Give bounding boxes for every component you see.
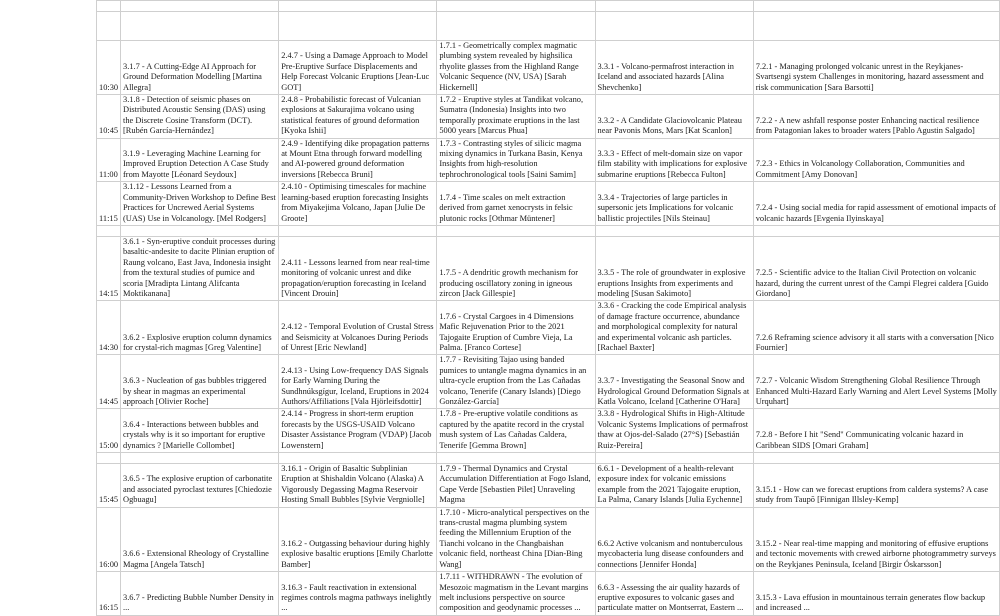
session-talk-cell: 3.6.3 - Nucleation of gas bubbles triggered by shear in magmas an experimental approach [Olivier Roche] — [121, 355, 279, 409]
session-talk-cell — [437, 453, 595, 464]
schedule-row — [97, 236, 1000, 300]
session-talk-cell: 3.3.2 - A Candidate Glaciovolcanic Plateau near Pavonis Mons, Mars [Kat Scanlon] — [595, 95, 753, 139]
spacer-row — [97, 453, 1000, 464]
session-talk-cell — [753, 225, 999, 236]
spacer-row — [97, 225, 1000, 236]
time-cell: 14:30 — [97, 301, 121, 355]
time-cell: 14:45 — [97, 355, 121, 409]
schedule-row — [97, 41, 1000, 95]
session-talk-cell: 2.4.7 - Using a Damage Approach to Model Pre-Eruptive Surface Displacements and Help Forecast Volcanic Eruptions [Jean-Luc GOT] — [279, 41, 437, 95]
session-talk-cell: 7.2.7 - Volcanic Wisdom Strengthening Global Resilience Through Enhanced Multi-Hazard Early Warning and Alert Level Systems [Molly Urquhart] — [753, 355, 999, 409]
session-talk-cell — [121, 1, 279, 12]
schedule-table — [96, 0, 1000, 616]
session-talk-cell: 3.1.9 - Leveraging Machine Learning for Improved Eruption Detection A Case Study from Mayotte [Léonard Seydoux] — [121, 138, 279, 182]
session-talk-cell — [121, 453, 279, 464]
session-talk-cell — [437, 1, 595, 12]
schedule-row — [97, 355, 1000, 409]
time-cell: 10:45 — [97, 95, 121, 139]
session-talk-cell: 3.3.3 - Effect of melt-domain size on vapor film stability with implications for explosive submarine eruptions [Rebecca Fulton] — [595, 138, 753, 182]
session-talk-cell: 7.2.4 - Using social media for rapid assessment of emotional impacts of volcanic hazards [Evgenia Ilyinskaya] — [753, 182, 999, 226]
session-talk-cell: 1.7.11 - WITHDRAWN - The evolution of Mesozoic magmatism in the Levant margins melt inclusions perspective on source composition and geodynamic processes ... — [437, 572, 595, 616]
session-talk-cell — [437, 12, 595, 41]
session-talk-cell: 2.4.10 - Optimising timescales for machine learning-based eruption forecasting Insights from Miyakejima Volcano, Japan [Julie De Groote] — [279, 182, 437, 226]
session-talk-cell: 7.2.8 - Before I hit "Send" Communicating volcanic hazard in Caribbean SIDS [Omari Graham] — [753, 409, 999, 453]
time-cell: 15:45 — [97, 464, 121, 508]
session-talk-cell: 3.3.5 - The role of groundwater in explosive eruptions Insights from experiments and modeling [Susan Sakimoto] — [595, 236, 753, 300]
session-talk-cell: 7.2.1 - Managing prolonged volcanic unrest in the Reykjanes-Svartsengi system Challenges in monitoring, hazard assessment and risk communication [Sara Barsotti] — [753, 41, 999, 95]
session-talk-cell: 3.6.1 - Syn-eruptive conduit processes during basaltic-andesite to dacite Plinian eruption of Raung volcano, East Java, Indonesia insight from the textural studies of pumice and scoria [Mradipta Lintang Alifcanta Moktikanana] — [121, 236, 279, 300]
schedule-row — [97, 572, 1000, 616]
session-talk-cell: 3.6.6 - Extensional Rheology of Crystalline Magma [Angela Tatsch] — [121, 507, 279, 571]
session-talk-cell — [595, 453, 753, 464]
session-talk-cell: 1.7.1 - Geometrically complex magmatic plumbing system revealed by highsilica rhyolite glasses from the Highland Range Volcanic Sequence (NV, USA) [Sarah Hickernell] — [437, 41, 595, 95]
time-cell — [97, 1, 121, 12]
session-talk-cell: 3.3.8 - Hydrological Shifts in High-Altitude Volcanic Systems Implications of permafrost thaw at Ojos-del-Salado (27°S) [Sebastián Ruiz-Pereira] — [595, 409, 753, 453]
session-talk-cell — [753, 12, 999, 41]
session-talk-cell: 1.7.4 - Time scales on melt extraction derived from garnet xenocrysts in felsic plutonic rocks [Othmar Müntener] — [437, 182, 595, 226]
session-talk-cell: 7.2.3 - Ethics in Volcanology Collaboration, Communities and Commitment [Amy Donovan] — [753, 138, 999, 182]
schedule-body — [97, 1, 1000, 616]
session-talk-cell: 1.7.3 - Contrasting styles of silicic magma mixing dynamics in Turkana Basin, Kenya Insights from high-resolution tephrochronological tools [Saini Samim] — [437, 138, 595, 182]
schedule-row — [97, 507, 1000, 571]
spacer-row — [97, 1, 1000, 12]
session-talk-cell: 1.7.7 - Revisiting Tajao using banded pumices to untangle magma dynamics in an ultra-cycle eruption from the Las Cañadas volcano, Tenerife (Canary Islands) [Diego González-García] — [437, 355, 595, 409]
session-talk-cell: 2.4.13 - Using Low-frequency DAS Signals for Early Warning During the Sundhnúksgígur, Iceland, Eruptions in 2024 Authors/Affiliations [Vala Hjörleifsdottir] — [279, 355, 437, 409]
session-talk-cell: 3.6.5 - The explosive eruption of carbonatite and associated pyroclast textures [Chiedozie Ogbuagu] — [121, 464, 279, 508]
session-talk-cell: 7.2.6 Reframing science advisory it all starts with a conversation [Nico Fournier] — [753, 301, 999, 355]
session-talk-cell: 3.3.4 - Trajectories of large particles in supersonic jets Implications for volcanic ballistic projectiles [Nils Steinau] — [595, 182, 753, 226]
session-talk-cell: 1.7.6 - Crystal Cargoes in 4 Dimensions Mafic Rejuvenation Prior to the 2021 Tajogaite Eruption of Cumbre Vieja, La Palma. [Franco Cortese] — [437, 301, 595, 355]
session-talk-cell: 6.6.3 - Assessing the air quality hazards of eruptive exposures to volcanic gases and particulate matter on Montserrat, Eastern ... — [595, 572, 753, 616]
schedule-row — [97, 301, 1000, 355]
session-talk-cell: 3.6.4 - Interactions between bubbles and crystals why is it so important for eruptive dynamics ? [Marielle Collombet] — [121, 409, 279, 453]
session-talk-cell: 3.3.7 - Investigating the Seasonal Snow and Hydrological Ground Deformation Signals at Katla Volcano, Iceland [Catherine O'Hara] — [595, 355, 753, 409]
session-talk-cell: 2.4.9 - Identifying dike propagation patterns at Mount Etna through forward modelling and AI-powered ground deformation inversions [Rebecca Bruni] — [279, 138, 437, 182]
session-talk-cell — [753, 453, 999, 464]
session-talk-cell: 3.15.3 - Lava effusion in mountainous terrain generates flow backup and increased ... — [753, 572, 999, 616]
time-cell: 15:00 — [97, 409, 121, 453]
session-talk-cell: 3.16.1 - Origin of Basaltic Subplinian Eruption at Shishaldin Volcano (Alaska) A Vigorously Degassing Magma Reservoir Hosting Small Bubbles [Sylvie Vergniolle] — [279, 464, 437, 508]
session-talk-cell — [121, 225, 279, 236]
session-talk-cell — [279, 12, 437, 41]
session-talk-cell — [595, 225, 753, 236]
session-talk-cell: 1.7.9 - Thermal Dynamics and Crystal Accumulation Differentiation at Fogo Island, Cape Verde [Sebastien Pilet] Unraveling Magma — [437, 464, 595, 508]
session-talk-cell: 2.4.8 - Probabilistic forecast of Vulcanian explosions at Sakurajima volcano using statistical features of ground deformation [Kyoka Ishii] — [279, 95, 437, 139]
time-cell — [97, 225, 121, 236]
session-talk-cell: 7.2.2 - A new ashfall response poster Enhancing nactical resilience from Patagonian lakes to broader waters [Pablo Agustin Salgado] — [753, 95, 999, 139]
session-talk-cell: 3.1.12 - Lessons Learned from a Community-Driven Workshop to Define Best Practices for Uncrewed Aerial Systems (UAS) Use in Volcanology. [Mel Rodgers] — [121, 182, 279, 226]
session-talk-cell: 1.7.2 - Eruptive styles at Tandikat volcano, Sumatra (Indonesia) Insights into two temporally proximate eruptions in the last 5000 years [Marcus Phua] — [437, 95, 595, 139]
time-cell — [97, 453, 121, 464]
time-cell: 11:00 — [97, 138, 121, 182]
session-talk-cell — [121, 12, 279, 41]
schedule-row — [97, 464, 1000, 508]
session-talk-cell: 1.7.8 - Pre-eruptive volatile conditions as captured by the apatite record in the crystal mush system of Las Cañadas Caldera, Tenerife [Gemma Brown] — [437, 409, 595, 453]
schedule-row — [97, 138, 1000, 182]
session-talk-cell: 3.3.1 - Volcano-permafrost interaction in Iceland and associated hazards [Alina Shevchenko] — [595, 41, 753, 95]
session-talk-cell: 2.4.14 - Progress in short-term eruption forecasts by the USGS-USAID Volcano Disaster Assistance Program (VDAP) [Jacob Lowenstern] — [279, 409, 437, 453]
session-talk-cell: 6.6.1 - Development of a health-relevant exposure index for volcanic emissions example from the 2021 Tajogaite eruption, La Palma, Canary Islands [Julia Eychenne] — [595, 464, 753, 508]
session-talk-cell: 2.4.12 - Temporal Evolution of Crustal Stress and Seismicity at Volcanoes During Periods of Unrest [Eric Newland] — [279, 301, 437, 355]
session-talk-cell: 7.2.5 - Scientific advice to the Italian Civil Protection on volcanic hazard, during the current unrest of the Campi Flegrei caldera [Guido Giordano] — [753, 236, 999, 300]
session-talk-cell — [595, 1, 753, 12]
schedule-row — [97, 12, 1000, 41]
session-talk-cell — [437, 225, 595, 236]
session-talk-cell: 3.15.2 - Near real-time mapping and monitoring of effusive eruptions and tectonic movements with crewed airborne photogrammetry surveys on the Reykjanes Peninsula, Iceland [Birgir Óskarsson] — [753, 507, 999, 571]
session-talk-cell: 3.1.7 - A Cutting-Edge AI Approach for Ground Deformation Modelling [Martina Allegra] — [121, 41, 279, 95]
session-talk-cell: 3.15.1 - How can we forecast eruptions from caldera systems? A case study from Taupō [Finnigan Illsley-Kemp] — [753, 464, 999, 508]
time-cell — [97, 12, 121, 41]
session-talk-cell — [279, 1, 437, 12]
session-talk-cell — [279, 453, 437, 464]
time-cell: 14:15 — [97, 236, 121, 300]
session-talk-cell: 6.6.2 Active volcanism and nontuberculous mycobacteria lung disease confounders and connections [Jennifer Honda] — [595, 507, 753, 571]
schedule-row — [97, 182, 1000, 226]
time-cell: 16:15 — [97, 572, 121, 616]
time-cell: 16:00 — [97, 507, 121, 571]
session-talk-cell: 3.3.6 - Cracking the code Empirical analysis of damage fracture occurrence, abundance and morphological complexity for natural and experimental volcanic ash particles. [Rachael Baxter] — [595, 301, 753, 355]
session-talk-cell — [279, 225, 437, 236]
session-talk-cell — [753, 1, 999, 12]
session-talk-cell: 3.1.8 - Detection of seismic phases on Distributed Acoustic Sensing (DAS) using the Discrete Cosine Transform (DCT). [Rubén García-Hernández] — [121, 95, 279, 139]
session-talk-cell: 3.6.7 - Predicting Bubble Number Density in ... — [121, 572, 279, 616]
session-talk-cell: 3.16.3 - Fault reactivation in extensional regimes controls magma pathways inelightly ... — [279, 572, 437, 616]
session-talk-cell: 1.7.5 - A dendritic growth mechanism for producing oscillatory zoning in igneous zircon [Jack Gillespie] — [437, 236, 595, 300]
session-talk-cell: 3.6.2 - Explosive eruption column dynamics for crystal-rich magmas [Greg Valentine] — [121, 301, 279, 355]
time-cell: 10:30 — [97, 41, 121, 95]
time-cell: 11:15 — [97, 182, 121, 226]
schedule-row — [97, 409, 1000, 453]
session-talk-cell — [595, 12, 753, 41]
session-talk-cell: 2.4.11 - Lessons learned from near real-time monitoring of volcanic unrest and dike propagation/eruption forecasting in Iceland [Vincent Drouin] — [279, 236, 437, 300]
schedule-row — [97, 95, 1000, 139]
session-talk-cell: 3.16.2 - Outgassing behaviour during highly explosive basaltic eruptions [Emily Charlotte Bamber] — [279, 507, 437, 571]
session-talk-cell: 1.7.10 - Micro-analytical perspectives on the trans-crustal magma plumbing system feeding the Millennium Eruption of the Tianchi volcano in the Changbaishan volcanic field, northeast China [Dian-Bing Wang] — [437, 507, 595, 571]
